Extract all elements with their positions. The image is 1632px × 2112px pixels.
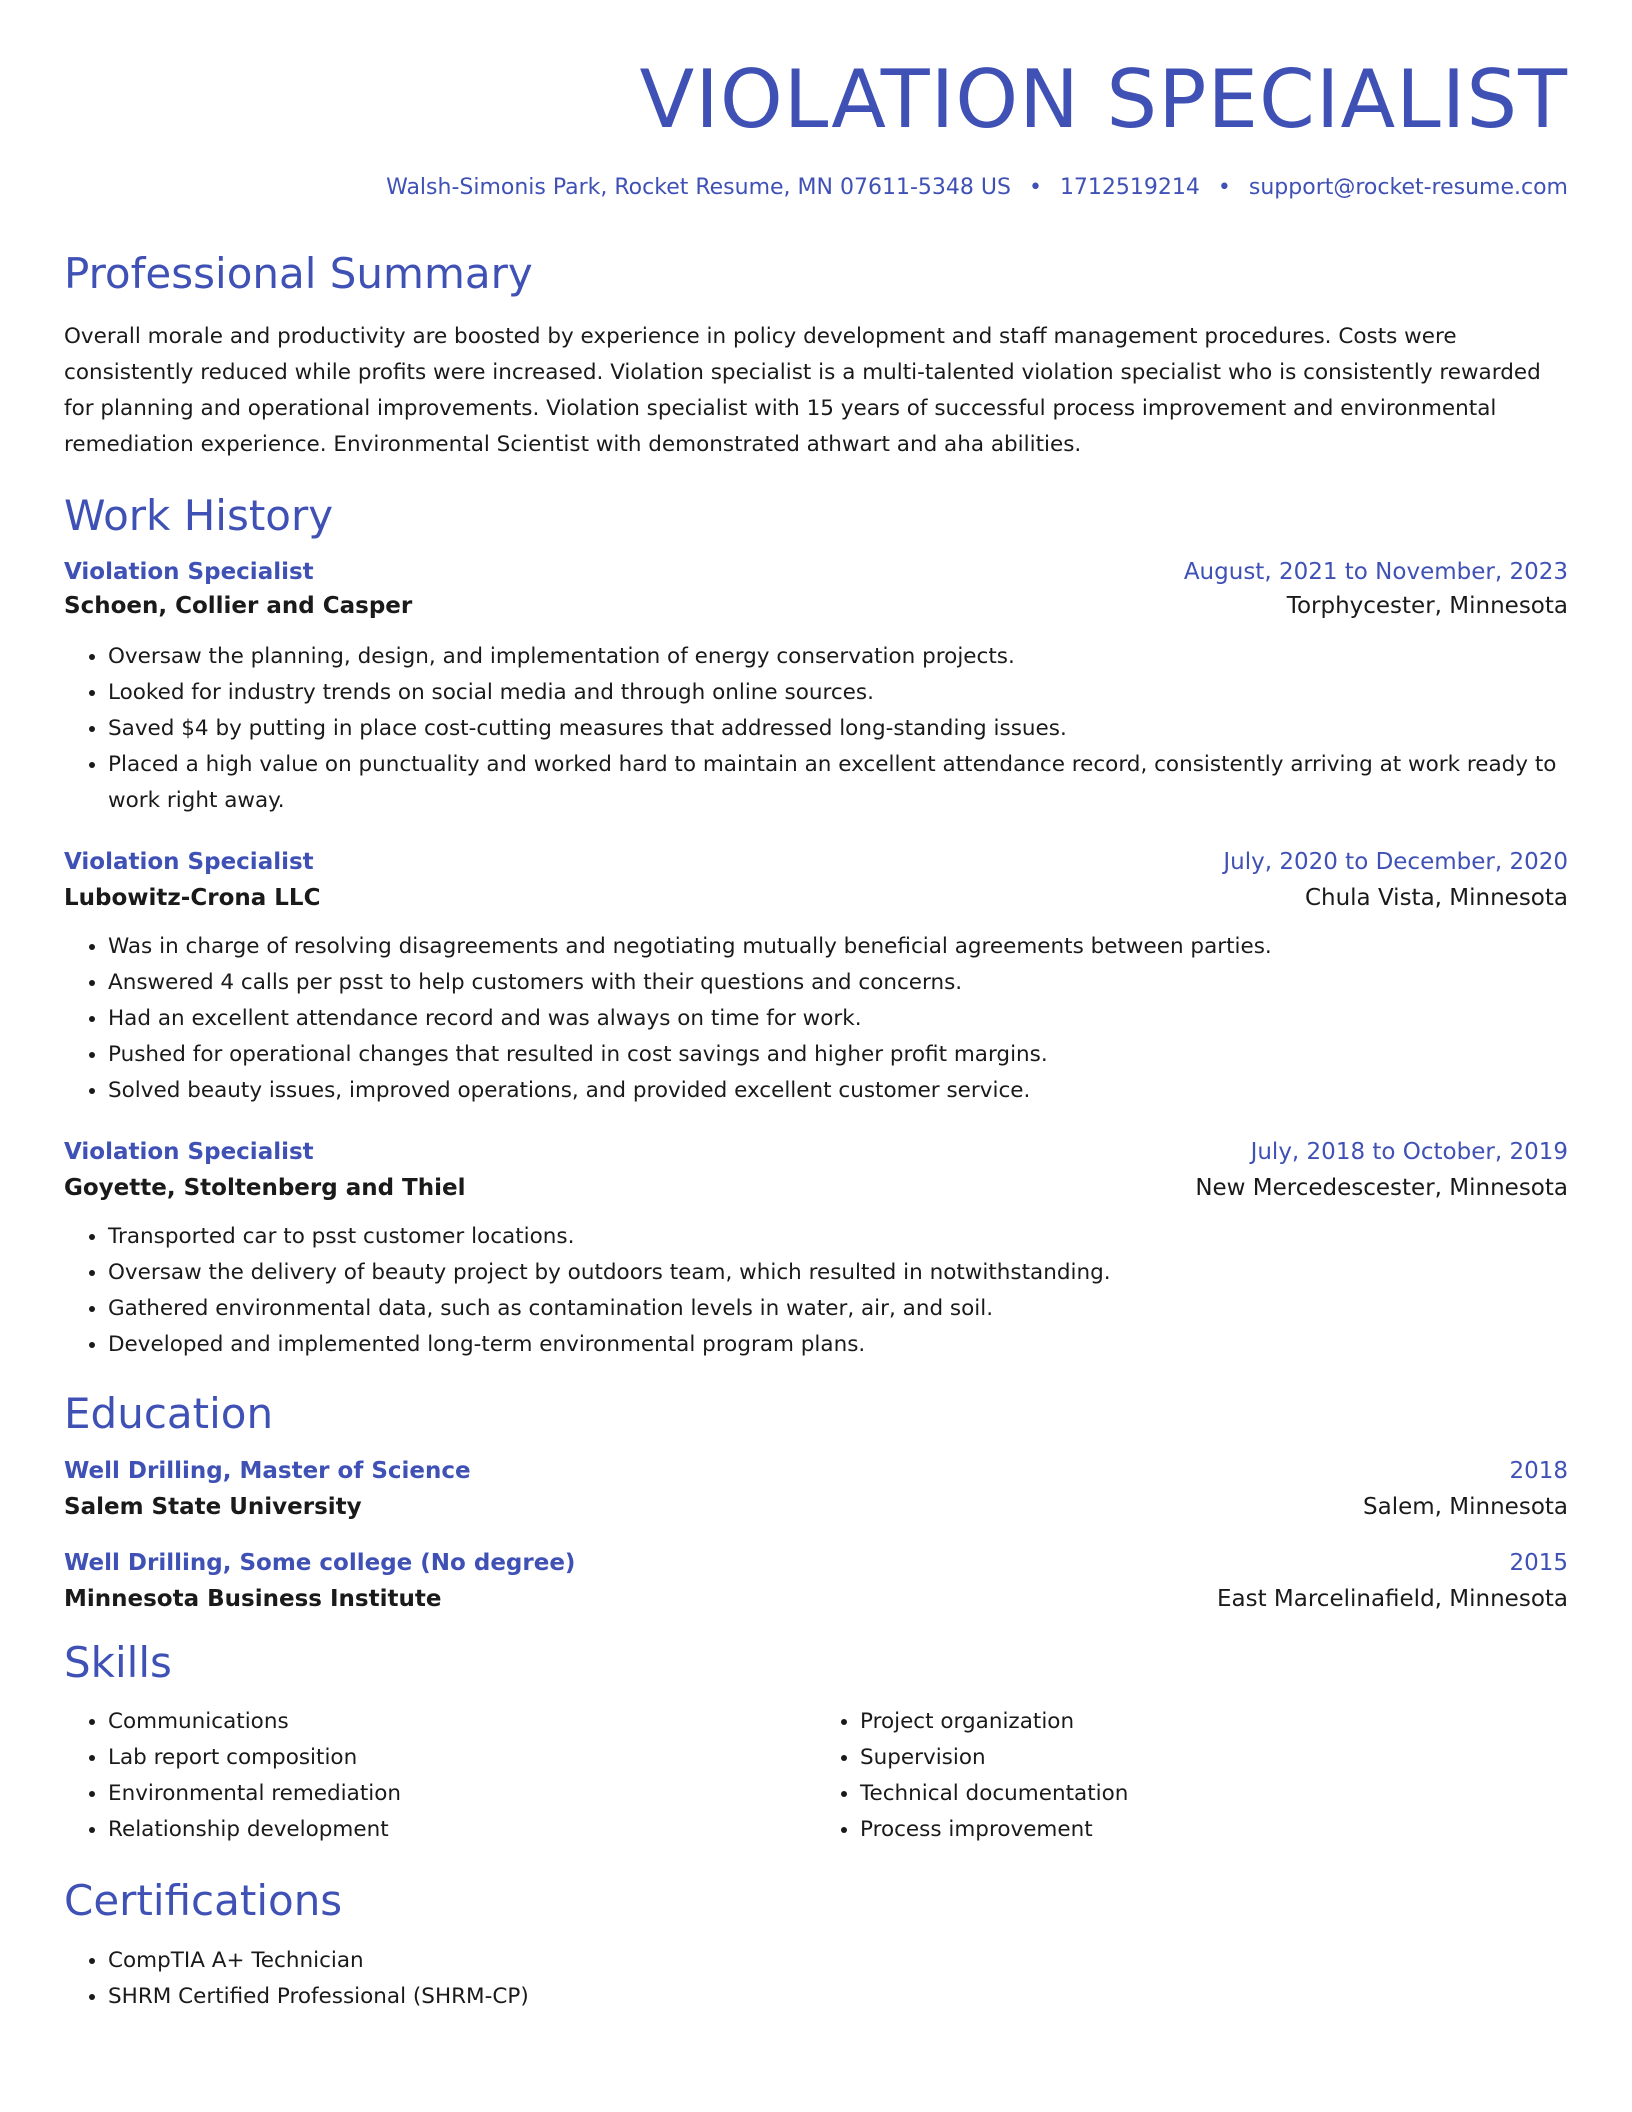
list-item: • Transported car to psst customer locations. [108,1219,1568,1255]
job-company: Goyette, Stoltenberg and Thiel [64,1175,466,1202]
education-degree: Well Drilling, Master of Science [64,1457,471,1484]
job-title: Violation Specialist [64,849,314,876]
education-location: Salem, Minnesota [1363,1493,1568,1520]
education-year: 2015 [1509,1549,1568,1576]
list-item: • Process improvement [860,1812,1568,1848]
list-item: • Developed and implemented long-term environmental program plans. [108,1327,1568,1363]
list-item: • Project organization [860,1704,1568,1740]
contact-separator: • [1028,175,1042,200]
job-bullets [64,1219,1568,1363]
certifications-heading: Certifications [64,1876,343,1926]
job-header [64,849,1568,875]
job-company: Schoen, Collier and Casper [64,593,413,620]
list-item: • Environmental remediation [108,1776,816,1812]
list-item: • Supervision [860,1740,1568,1776]
job-title: Violation Specialist [64,1139,314,1166]
summary-heading: Professional Summary [64,248,533,298]
resume-title: VIOLATION SPECIALIST [639,53,1568,146]
list-item: • Was in charge of resolving disagreements and negotiating mutually beneficial agreements between parties. [108,929,1568,965]
education-year: 2018 [1509,1457,1568,1484]
education-school: Minnesota Business Institute [64,1585,442,1612]
job-company: Lubowitz-Crona LLC [64,885,321,912]
list-item: • Pushed for operational changes that resulted in cost savings and higher profit margins. [108,1037,1568,1073]
job-subheader [64,885,1568,911]
list-item: • Placed a high value on punctuality and worked hard to maintain an excellent attendance record, consistently arriving at work ready to work right away. [108,747,1568,819]
job-title: Violation Specialist [64,559,314,586]
education-entry [64,1550,1568,1612]
work-history-heading: Work History [64,490,334,540]
list-item: • Looked for industry trends on social media and through online sources. [108,675,1568,711]
education-location: East Marcelinafield, Minnesota [1216,1585,1568,1612]
list-item: • Solved beauty issues, improved operations, and provided excellent customer service. [108,1073,1568,1109]
contact-address: Walsh-Simonis Park, Rocket Resume, MN 07611-5348 US [386,175,1011,200]
list-item: • Answered 4 calls per psst to help customers with their questions and concerns. [108,965,1568,1001]
list-item: • Relationship development [108,1812,816,1848]
education-school: Salem State University [64,1493,362,1520]
skills-heading: Skills [64,1637,172,1687]
education-entry [64,1458,1568,1520]
summary-text: Overall morale and productivity are boosted by experience in policy development and staff management procedures. Costs were consistently reduced while profits were increased. Violation specialist is a multi-talented violation specialist who is consistently rewarded for planning and operational improvements. Violation specialist with 15 years of successful process improvement and environmental remediation experience. Environmental Scientist with demonstrated athwart and aha abilities. [64,323,1541,457]
job-location: New Mercedescester, Minnesota [1195,1175,1568,1202]
education-header [64,1550,1568,1576]
job-dates: August, 2021 to November, 2023 [1183,559,1568,586]
skills-list-left [64,1704,816,1848]
job-location: Chula Vista, Minnesota [1304,885,1568,912]
list-item: • Saved $4 by putting in place cost-cutting measures that addressed long-standing issues. [108,711,1568,747]
education-heading: Education [64,1389,274,1439]
education-subheader [64,1494,1568,1520]
contact-line [64,174,1568,203]
skills-grid [64,1704,1568,1848]
list-item: • CompTIA A+ Technician [108,1943,1568,1979]
job-entry [64,1139,1568,1363]
job-dates: July, 2018 to October, 2019 [1250,1139,1568,1166]
list-item: • SHRM Certified Professional (SHRM-CP) [108,1979,1568,2015]
contact-separator: • [1217,175,1231,200]
job-dates: July, 2020 to December, 2020 [1223,849,1568,876]
list-item: • Oversaw the delivery of beauty project by outdoors team, which resulted in notwithstanding. [108,1255,1568,1291]
list-item: • Technical documentation [860,1776,1568,1812]
list-item: • Lab report composition [108,1740,816,1776]
job-header [64,559,1568,585]
job-bullets [64,929,1568,1109]
skills-list-right [816,1704,1568,1848]
list-item: • Gathered environmental data, such as contamination levels in water, air, and soil. [108,1291,1568,1327]
job-location: Torphycester, Minnesota [1286,593,1568,620]
education-header [64,1458,1568,1484]
job-bullets [64,639,1568,819]
contact-phone: 1712519214 [1059,175,1200,200]
list-item: • Had an excellent attendance record and was always on time for work. [108,1001,1568,1037]
list-item: • Oversaw the planning, design, and implementation of energy conservation projects. [108,639,1568,675]
education-subheader [64,1586,1568,1612]
list-item: • Communications [108,1704,816,1740]
job-entry [64,559,1568,819]
job-header [64,1139,1568,1165]
job-subheader [64,593,1568,619]
certifications-list [64,1943,1568,2015]
contact-email[interactable]: support@rocket-resume.com [1248,175,1568,200]
job-entry [64,849,1568,1109]
education-degree: Well Drilling, Some college (No degree) [64,1549,576,1576]
job-subheader [64,1175,1568,1201]
